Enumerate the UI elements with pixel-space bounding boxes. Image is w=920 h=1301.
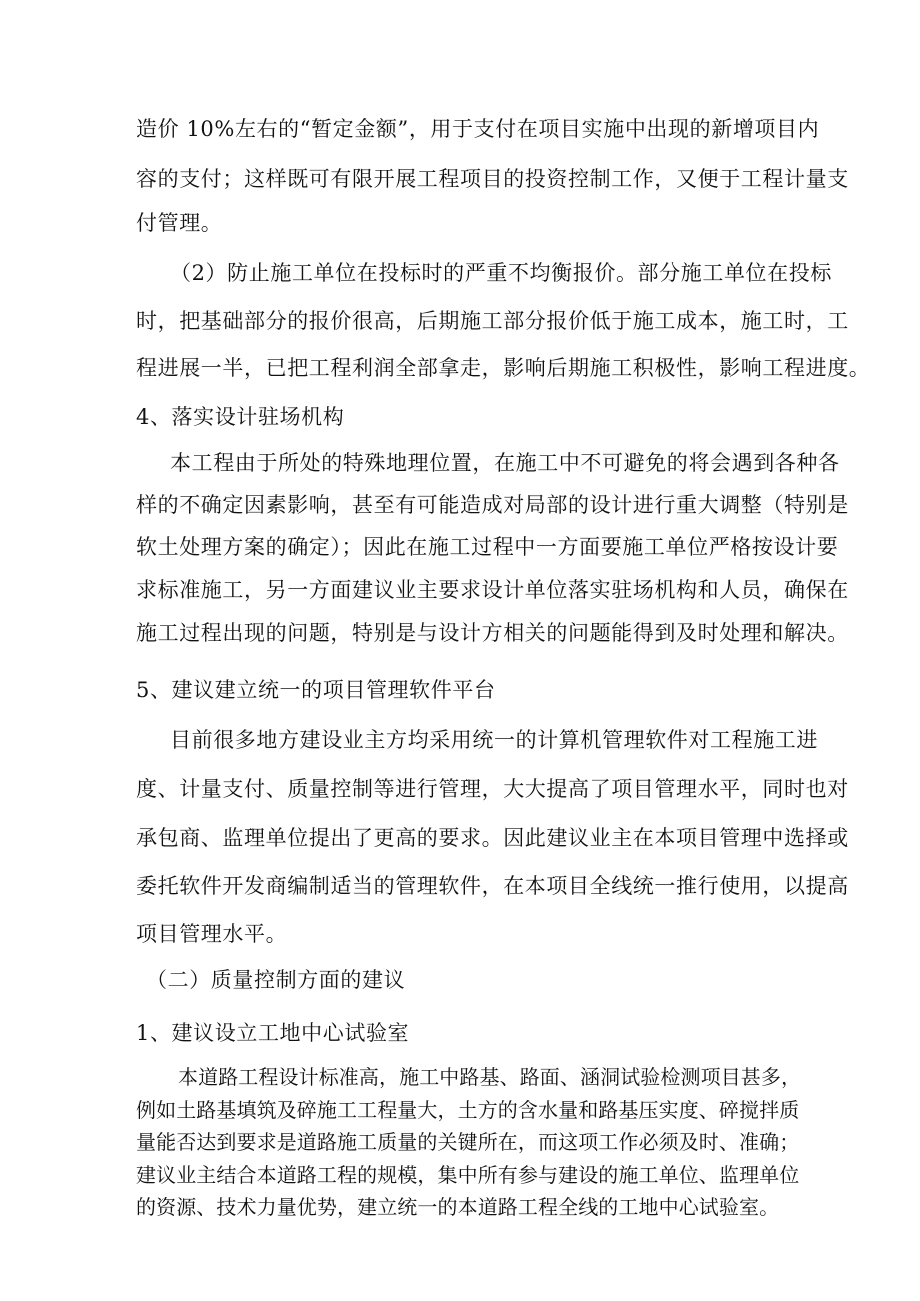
paragraph-line: 量能否达到要求是道路施工质量的关键所在，而这项工作必须及时、准确；	[136, 1130, 800, 1154]
paragraph-line: 目前很多地方建设业主方均采用统一的计算机管理软件对工程施工进	[170, 728, 818, 752]
paragraph-line: （2）防止施工单位在投标时的严重不均衡报价。部分施工单位在投标	[170, 261, 832, 285]
paragraph-line: 样的不确定因素影响，甚至有可能造成对局部的设计进行重大调整（特别是	[136, 493, 849, 517]
paragraph-line: 承包商、监理单位提出了更高的要求。因此建议业主在本项目管理中选择或	[136, 826, 849, 850]
section-heading: 5、建议建立统一的项目管理软件平台	[136, 678, 496, 702]
paragraph-line: 的资源、技术力量优势，建立统一的本道路工程全线的工地中心试验室。	[136, 1195, 780, 1219]
section-heading: 4、落实设计驻场机构	[136, 405, 345, 429]
paragraph-line: 委托软件开发商编制适当的管理软件，在本项目全线统一推行使用，以提高	[136, 874, 849, 898]
paragraph-line: 时，把基础部分的报价很高，后期施工部分报价低于施工成本，施工时，工	[136, 309, 849, 333]
paragraph-line: 程进展一半，已把工程利润全部拿走，影响后期施工积极性，影响工程进度。	[136, 356, 871, 380]
paragraph-line: 本道路工程设计标准高，施工中路基、路面、涵洞试验检测项目甚多，	[178, 1065, 802, 1089]
paragraph-line: 容的支付；这样既可有限开展工程项目的投资控制工作，又便于工程计量支	[136, 167, 849, 191]
paragraph-line: 本工程由于所处的特殊地理位置，在施工中不可避免的将会遇到各种各	[170, 451, 840, 475]
paragraph-line: 软土处理方案的确定）；因此在施工过程中一方面要施工单位严格按设计要	[136, 535, 839, 559]
paragraph-line: 付管理。	[136, 211, 223, 235]
paragraph-line: 求标准施工，另一方面建议业主要求设计单位落实驻场机构和人员，确保在	[136, 578, 849, 602]
section-heading: 1、建议设立工地中心试验室	[136, 1021, 410, 1045]
paragraph-line: 造价 10%左右的“暂定金额”，用于支付在项目实施中出现的新增项目内	[136, 117, 820, 141]
paragraph-line: 施工过程出现的问题，特别是与设计方相关的问题能得到及时处理和解决。	[136, 621, 849, 645]
paragraph-line: 项目管理水平。	[136, 922, 288, 946]
paragraph-line: 建议业主结合本道路工程的规模，集中所有参与建设的施工单位、监理单位	[136, 1163, 800, 1187]
section-heading: （二）质量控制方面的建议	[146, 968, 406, 992]
paragraph-line: 例如土路基填筑及碎施工工程量大，土方的含水量和路基压实度、碎搅拌质	[136, 1098, 800, 1122]
paragraph-line: 度、计量支付、质量控制等进行管理，大大提高了项目管理水平，同时也对	[136, 777, 849, 801]
